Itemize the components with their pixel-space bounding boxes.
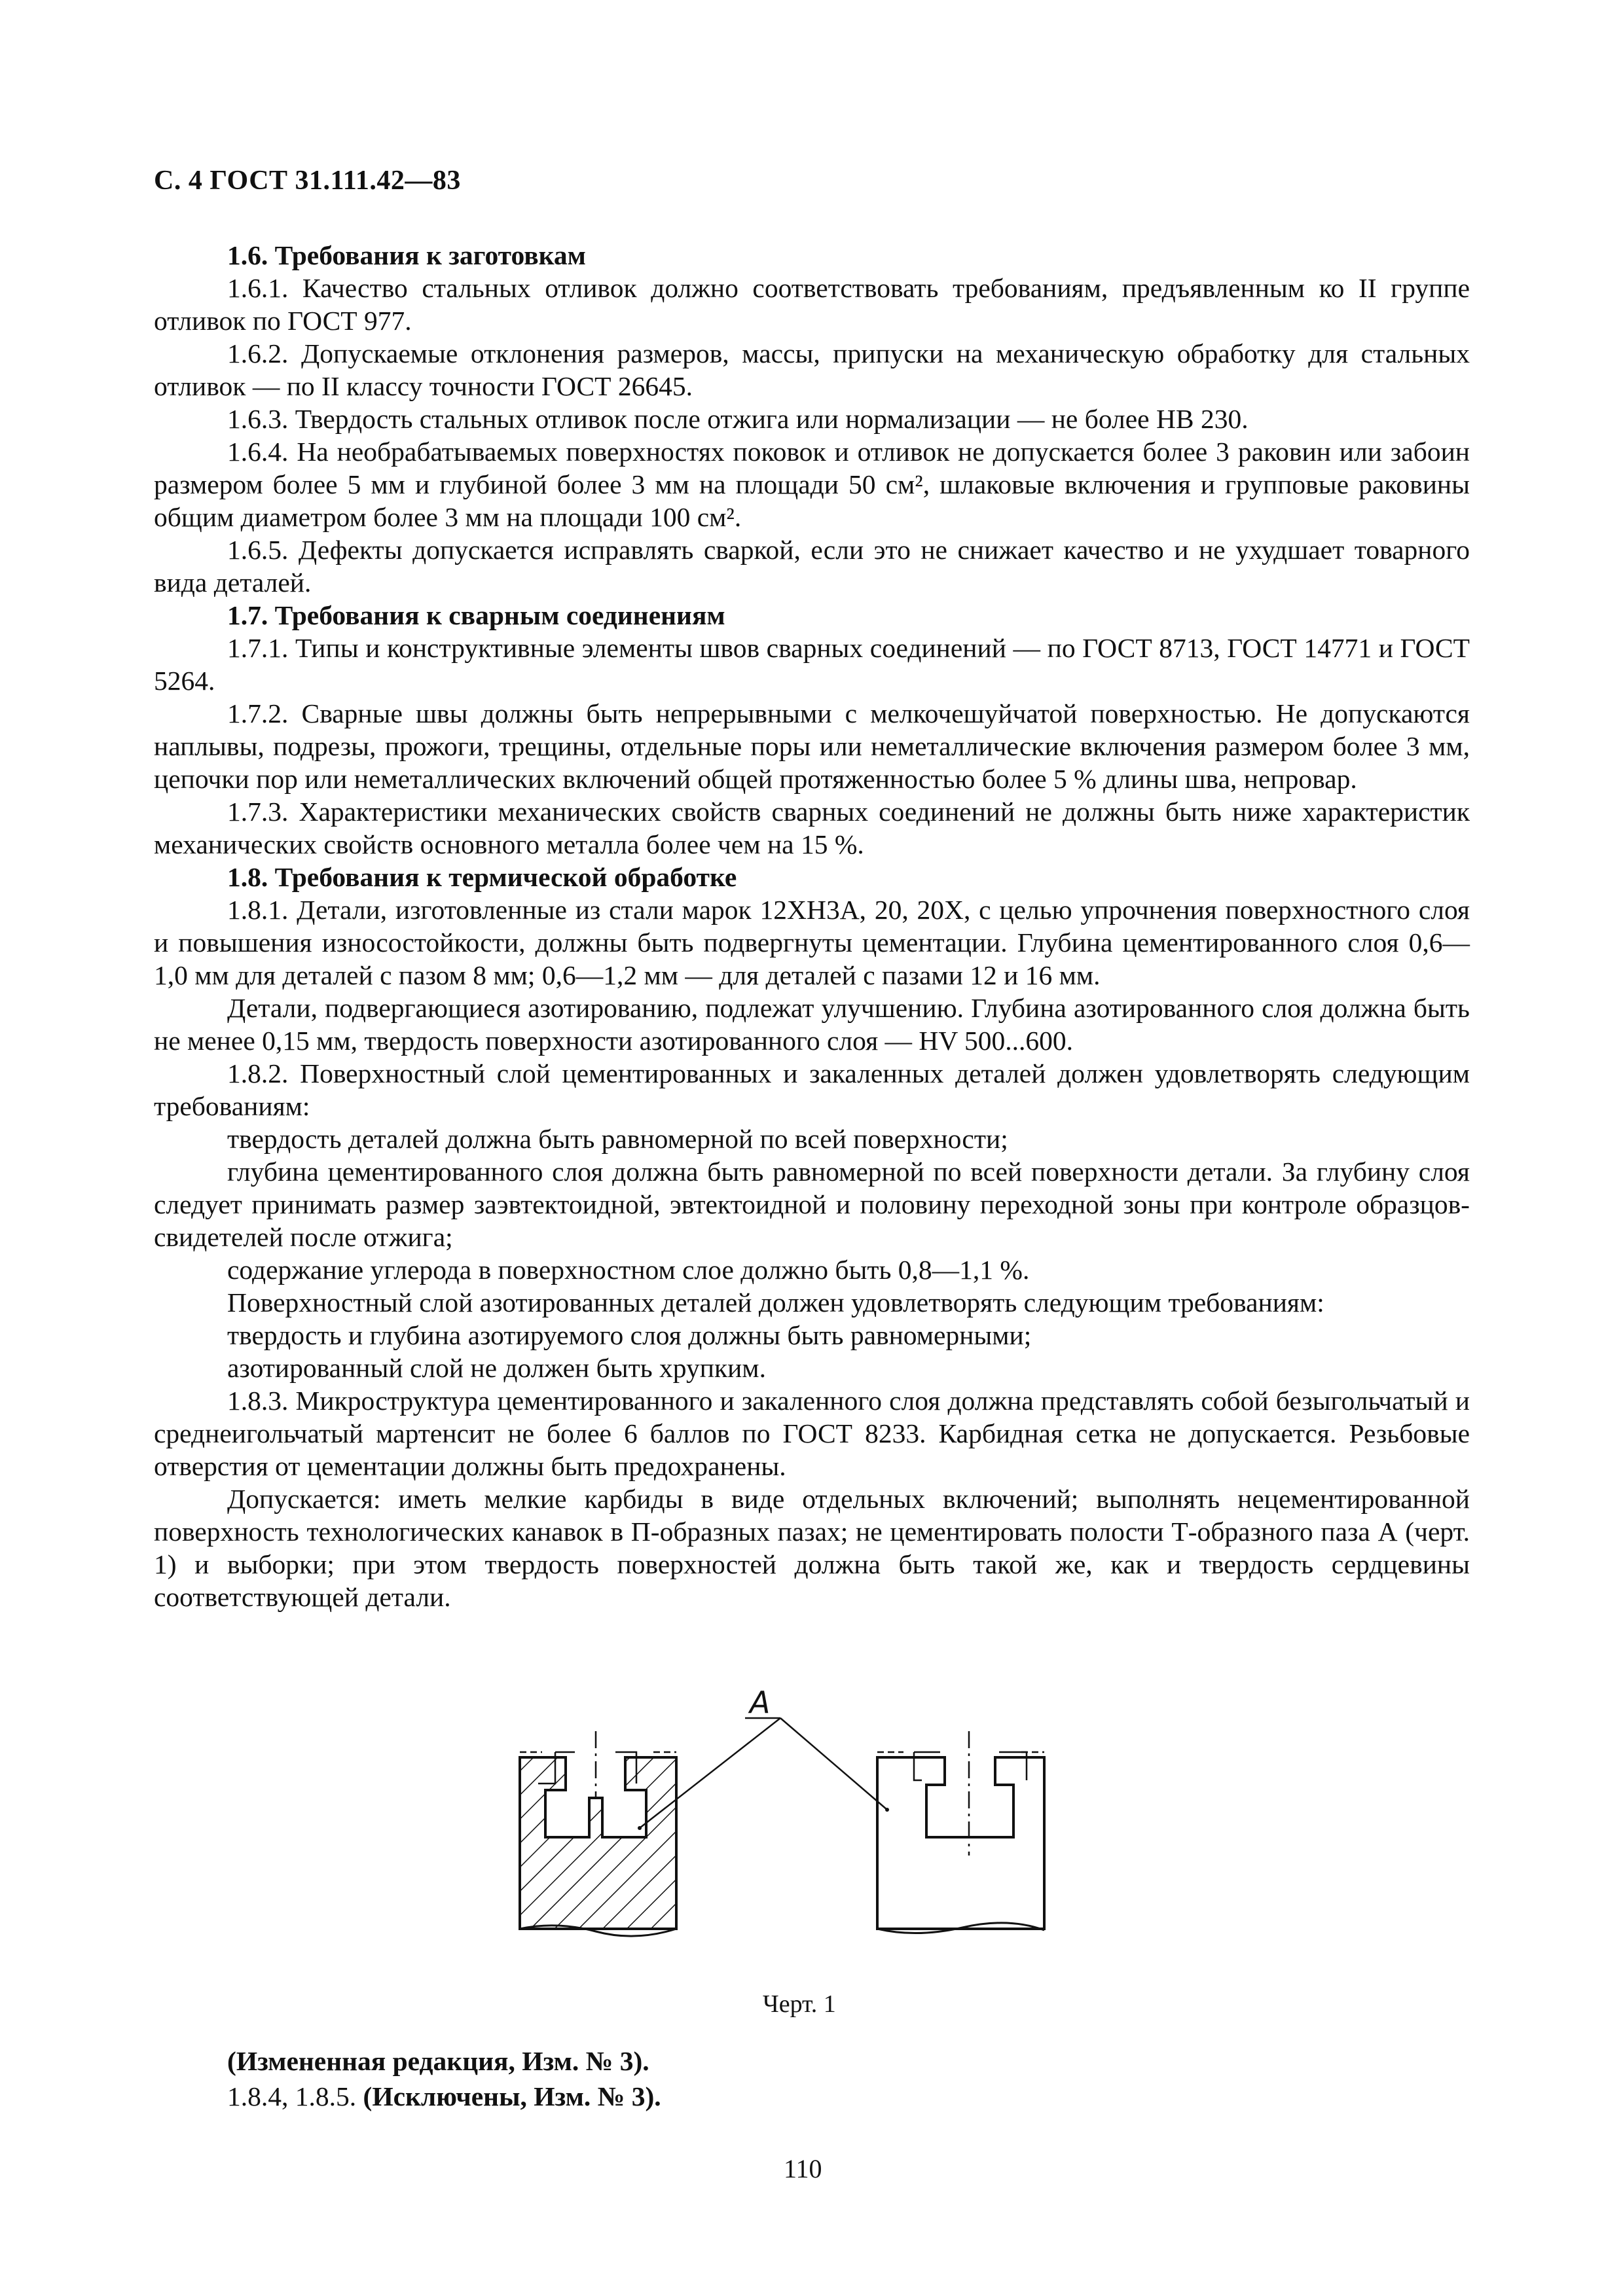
paragraph: 1.6.3. Твердость стальных отливок после отжига или нормализации — не более НВ 230. bbox=[227, 404, 1249, 434]
technical-drawing bbox=[484, 1685, 1074, 1967]
paragraph: 1.6.4. На необрабатываемых поверхностях поковок и отливок не допускается более 3 раковин или забоин размером более 5 мм и глубиной более 3 мм на площади 50 см², шлаковые включения и групповые раковины общим диаметром более 3 мм на площади 100 см². bbox=[154, 437, 1470, 532]
section-heading: 1.8. Требования к термической обработке bbox=[227, 862, 737, 892]
right-section-view bbox=[877, 1731, 1044, 1933]
revision-notes bbox=[154, 2043, 1470, 2114]
paragraph: 1.6.5. Дефекты допускается исправлять сваркой, если это не снижает качество и не ухудшает товарного вида деталей. bbox=[154, 535, 1470, 598]
figure-label-a: А bbox=[750, 1685, 771, 1720]
paragraph: твердость и глубина азотируемого слоя должны быть равномерными; bbox=[227, 1320, 1032, 1350]
paragraph: содержание углерода в поверхностном слое должно быть 0,8—1,1 %. bbox=[227, 1255, 1030, 1285]
body-text bbox=[154, 239, 1470, 1613]
paragraph: азотированный слой не должен быть хрупким. bbox=[227, 1353, 766, 1383]
page-header: С. 4 ГОСТ 31.111.42—83 bbox=[154, 166, 461, 196]
paragraph: 1.7.1. Типы и конструктивные элементы швов сварных соединений — по ГОСТ 8713, ГОСТ 14771 и ГОСТ 5264. bbox=[154, 633, 1470, 696]
section-heading: 1.7. Требования к сварным соединениям bbox=[227, 600, 725, 630]
paragraph: Допускается: иметь мелкие карбиды в виде отдельных включений; выполнять нецементированной поверхность технологических канавок в П-образных пазах; не цементировать полости Т-образного паза А (черт. 1) и выборки; при этом твердость поверхностей должна быть такой же, как и твердость сердцевины соответствующей детали. bbox=[154, 1484, 1470, 1612]
page-number: 110 bbox=[784, 2154, 822, 2183]
edit-note: (Измененная редакция, Изм. № 3). bbox=[227, 2046, 649, 2076]
excluded-prefix: 1.8.4, 1.8.5. bbox=[227, 2081, 363, 2111]
figure-caption: Черт. 1 bbox=[763, 1990, 836, 2018]
left-section-view bbox=[520, 1731, 676, 1936]
paragraph: Поверхностный слой азотированных деталей должен удовлетворять следующим требованиям: bbox=[227, 1287, 1324, 1318]
paragraph: Детали, подвергающиеся азотированию, подлежат улучшению. Глубина азотированного слоя должна быть не менее 0,15 мм, твердость поверхности азотированного слоя — HV 500...600. bbox=[154, 993, 1470, 1056]
paragraph: глубина цементированного слоя должна быть равномерной по всей поверхности детали. За глубину слоя следует принимать размер заэвтектоидной, эвтектоидной и половину переходной зоны при контроле образцов-свидетелей после отжига; bbox=[154, 1157, 1470, 1252]
paragraph: 1.8.2. Поверхностный слой цементированных и закаленных деталей должен удовлетворять следующим требованиям: bbox=[154, 1058, 1470, 1121]
excluded-line bbox=[154, 2079, 1470, 2114]
paragraph: 1.8.3. Микроструктура цементированного и закаленного слоя должна представлять собой безыгольчатый и среднеигольчатый мартенсит не более 6 баллов по ГОСТ 8233. Карбидная сетка не допускается. Резьбовые отверстия от цементации должны быть предохранены. bbox=[154, 1386, 1470, 1481]
excluded-note: (Исключены, Изм. № 3). bbox=[363, 2081, 661, 2111]
paragraph: твердость деталей должна быть равномерной по всей поверхности; bbox=[227, 1124, 1008, 1154]
paragraph: 1.6.1. Качество стальных отливок должно соответствовать требованиям, предъявленным ко II группе отливок по ГОСТ 977. bbox=[154, 273, 1470, 336]
section-heading: 1.6. Требования к заготовкам bbox=[227, 240, 586, 270]
paragraph: 1.8.1. Детали, изготовленные из стали марок 12ХН3А, 20, 20Х, с целью упрочнения поверхностного слоя и повышения износостойкости, должны быть подвергнуты цементации. Глубина цементированного слоя 0,6—1,0 мм для деталей с пазом 8 мм; 0,6—1,2 мм — для деталей с пазами 12 и 16 мм. bbox=[154, 895, 1470, 990]
paragraph: 1.7.2. Сварные швы должны быть непрерывными с мелкочешуйчатой поверхностью. Не допускаются наплывы, подрезы, прожоги, трещины, отдельные поры или неметаллические включения размером более 3 мм, цепочки пор или неметаллических включений общей протяженностью более 5 % длины шва, непровар. bbox=[154, 698, 1470, 794]
paragraph: 1.6.2. Допускаемые отклонения размеров, массы, припуски на механическую обработку для стальных отливок — по II классу точности ГОСТ 26645. bbox=[154, 338, 1470, 401]
paragraph: 1.7.3. Характеристики механических свойств сварных соединений не должны быть ниже характеристик механических свойств основного металла более чем на 15 %. bbox=[154, 797, 1470, 859]
